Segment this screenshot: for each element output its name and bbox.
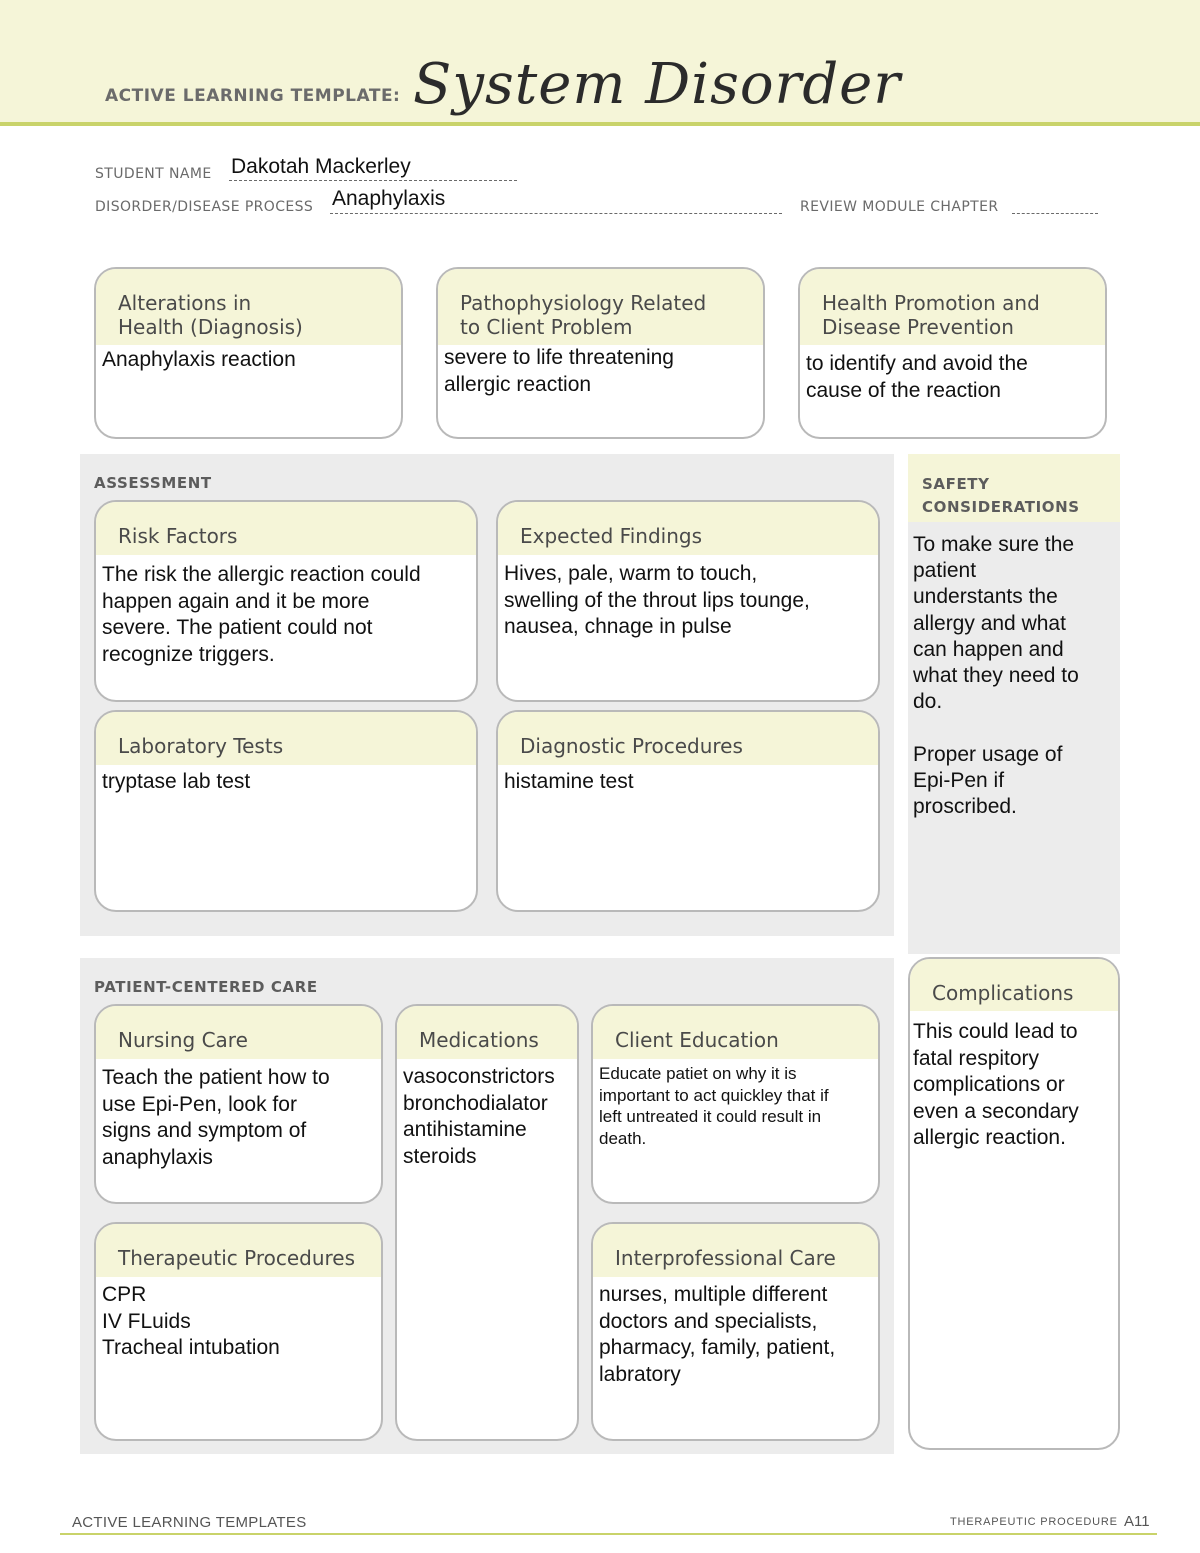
client-education-box: [591, 1004, 880, 1204]
footer-right-label: THERAPEUTIC PROCEDURE: [950, 1516, 1118, 1528]
pathophysiology-box: [436, 267, 765, 439]
expected-findings-box: [496, 500, 880, 702]
pathophysiology-heading: Pathophysiology Related to Client Problem: [438, 269, 763, 345]
health-promotion-text[interactable]: to identify and avoid the cause of the reaction: [806, 352, 1028, 402]
medications-text[interactable]: vasoconstrictors bronchodialator antihistamine steroids: [403, 1065, 555, 1168]
patient-care-title: PATIENT-CENTERED CARE: [94, 978, 318, 996]
client-education-heading: Client Education: [593, 1006, 878, 1059]
disorder-line: [330, 213, 782, 214]
diagnostic-procedures-box: [496, 710, 880, 912]
chapter-line[interactable]: [1012, 213, 1098, 214]
laboratory-tests-text[interactable]: tryptase lab test: [102, 770, 251, 793]
therapeutic-procedures-heading: Therapeutic Procedures: [96, 1224, 381, 1277]
interprofessional-care-heading: Interprofessional Care: [593, 1224, 878, 1277]
alterations-box: [94, 267, 403, 439]
safety-text[interactable]: To make sure the patient understants the allergy and what can happen and what they need to do. Proper usage of Epi-Pen if proscribed.: [913, 533, 1079, 819]
medications-box: [395, 1004, 579, 1441]
nursing-care-text[interactable]: Teach the patient how to use Epi-Pen, look for signs and symptom of anaphylaxis: [102, 1066, 330, 1169]
disorder-label: DISORDER/DISEASE PROCESS: [95, 199, 314, 215]
template-label: ACTIVE LEARNING TEMPLATE:: [105, 86, 401, 106]
health-promotion-heading: Health Promotion and Disease Prevention: [800, 269, 1105, 345]
diagnostic-procedures-heading: Diagnostic Procedures: [498, 712, 878, 765]
medications-heading: Medications: [397, 1006, 577, 1059]
expected-findings-text[interactable]: Hives, pale, warm to touch, swelling of the throut lips tounge, nausea, chnage in pulse: [504, 562, 810, 638]
expected-findings-heading: Expected Findings: [498, 502, 878, 555]
complications-text[interactable]: This could lead to fatal respitory complications or even a secondary allergic reaction.: [913, 1020, 1079, 1149]
risk-factors-heading: Risk Factors: [96, 502, 476, 555]
therapeutic-procedures-box: [94, 1222, 383, 1441]
nursing-care-box: [94, 1004, 383, 1204]
footer-page-number: A11: [1124, 1513, 1150, 1530]
student-name-line: [229, 180, 517, 181]
header-rule: [0, 122, 1200, 126]
interprofessional-care-text[interactable]: nurses, multiple different doctors and specialists, pharmacy, family, patient, labratory: [599, 1283, 836, 1386]
footer-left-label: ACTIVE LEARNING TEMPLATES: [72, 1514, 307, 1531]
footer-rule: [60, 1533, 1157, 1535]
therapeutic-procedures-text[interactable]: CPR IV FLuids Tracheal intubation: [102, 1283, 280, 1359]
chapter-label: REVIEW MODULE CHAPTER: [800, 199, 999, 215]
diagnostic-procedures-text[interactable]: histamine test: [504, 770, 634, 793]
risk-factors-box: [94, 500, 478, 702]
laboratory-tests-box: [94, 710, 478, 912]
health-promotion-box: [798, 267, 1107, 439]
nursing-care-heading: Nursing Care: [96, 1006, 381, 1059]
risk-factors-text[interactable]: The risk the allergic reaction could happen again and it be more severe. The patient could not recognize triggers.: [102, 563, 421, 666]
complications-box: [908, 957, 1120, 1450]
alterations-heading: Alterations in Health (Diagnosis): [96, 269, 401, 345]
interprofessional-care-box: [591, 1222, 880, 1441]
laboratory-tests-heading: Laboratory Tests: [96, 712, 476, 765]
template-title: System Disorder: [413, 52, 902, 117]
safety-title: SAFETY CONSIDERATIONS: [922, 475, 1080, 516]
client-education-text[interactable]: Educate patiet on why it is important to act quickley that if left untreated it could result in death.: [599, 1064, 829, 1148]
student-name-label: STUDENT NAME: [95, 166, 212, 182]
disorder-value[interactable]: Anaphylaxis: [332, 187, 446, 210]
pathophysiology-text[interactable]: severe to life threatening allergic reaction: [444, 346, 674, 396]
alterations-text[interactable]: Anaphylaxis reaction: [102, 348, 296, 371]
complications-heading: Complications: [910, 959, 1118, 1011]
student-name-value[interactable]: Dakotah Mackerley: [231, 155, 411, 178]
assessment-title: ASSESSMENT: [94, 474, 212, 492]
